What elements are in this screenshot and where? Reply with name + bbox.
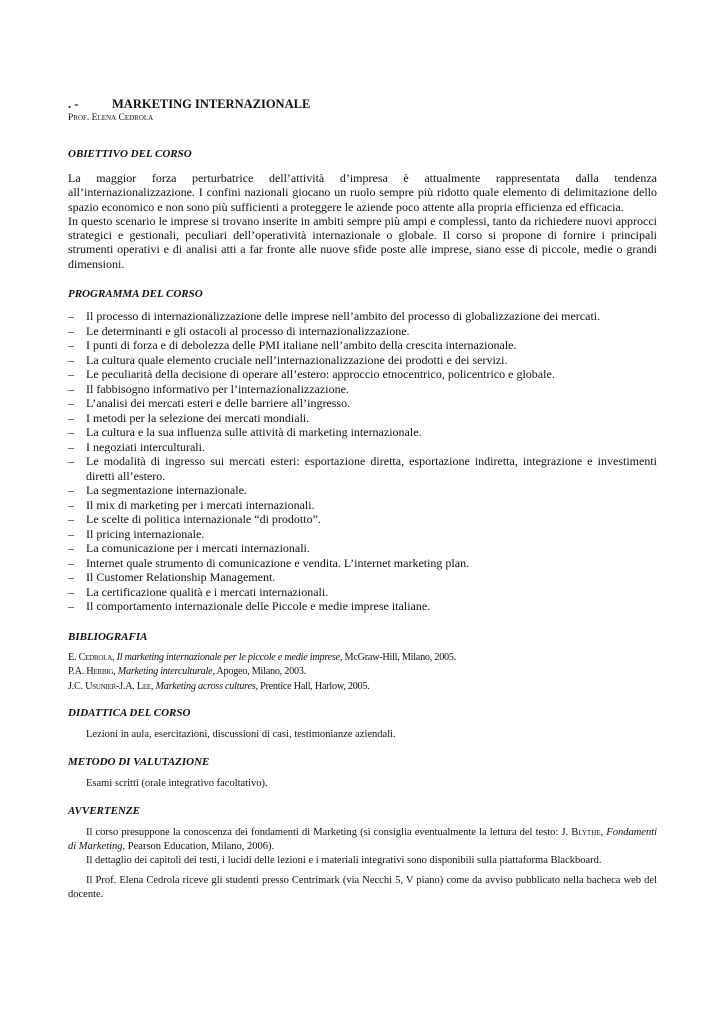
program-item <box>68 338 657 353</box>
notes-book-title: Fondamenti di Marketing, <box>68 826 658 852</box>
dash-bullet: – <box>68 425 74 440</box>
program-item-text: Il pricing internazionale. <box>86 526 205 541</box>
professor-name: Prof. Elena Cedrola <box>68 113 154 123</box>
program-item <box>68 585 657 600</box>
program-item-text: La comunicazione per i mercati internazionali. <box>86 541 310 556</box>
program-item <box>68 440 657 455</box>
course-title: MARKETING INTERNAZIONALE <box>112 97 311 111</box>
bib-publisher: Apogeo, Milano, 2003. <box>216 666 306 678</box>
program-item-text: La cultura quale elemento cruciale nell’internazionalizzazione dei prodotti e dei servizi. <box>86 352 508 367</box>
bib-title: Il marketing internazionale per le piccole e medie imprese, <box>116 651 343 663</box>
program-item-text: Le determinanti e gli ostacoli al processo di internazionalizzazione. <box>86 323 410 338</box>
program-item-text: La cultura e la sua influenza sulle attività di marketing internazionale. <box>86 425 422 440</box>
program-item <box>68 498 657 513</box>
dash-bullet: – <box>68 410 74 425</box>
bib-publisher: McGraw-Hill, Milano, 2005. <box>344 651 457 663</box>
program-item <box>68 411 657 426</box>
dash-bullet: – <box>68 454 74 469</box>
evaluation-text: Esami scritti (orale integrativo facoltativo). <box>86 777 268 789</box>
bib-author: P.A. Herbig, <box>68 666 116 678</box>
course-description <box>68 97 657 902</box>
dash-bullet: – <box>68 483 74 498</box>
dash-bullet: – <box>68 439 74 454</box>
program-item-text: L’analisi dei mercati esteri e delle barriere all’ingresso. <box>86 396 351 411</box>
course-number: . - <box>68 97 79 111</box>
program-heading: PROGRAMMA DEL CORSO <box>68 288 203 301</box>
program-item-text: La certificazione qualità e i mercati internazionali. <box>86 584 329 599</box>
bibliography-heading: BIBLIOGRAFIA <box>68 630 148 643</box>
objective-paragraph-1: La maggior forza perturbatrice dell’attività d’impresa è attualmente rappresentata dalla tendenza all’internazionalizzazione. I confini nazionali giocano un ruolo sempre più ridotto quale elemento di delimitazione dello spazio economico e non sono più sufficienti a proteggere le aziende poco attente alla propria efficienza ed efficacia. <box>68 171 657 214</box>
program-item-text: Il mix di marketing per i mercati internazionali. <box>86 497 315 512</box>
bib-title: Marketing across cultures, <box>155 681 258 693</box>
program-item <box>68 382 657 397</box>
program-item <box>68 527 657 542</box>
dash-bullet: – <box>68 367 74 382</box>
notes-paragraph-1: Il corso presuppone la conoscenza dei fondamenti di Marketing (si consiglia eventualmente la lettura del testo: J. Blythe, Fondamenti di Marketing, Pearson Education, Milano, 2006). <box>68 826 658 852</box>
dash-bullet: – <box>68 599 74 614</box>
program-item-text: Il fabbisogno informativo per l’internazionalizzazione. <box>86 381 349 396</box>
program-item <box>68 512 657 527</box>
course-heading <box>68 97 657 112</box>
objective-paragraph-2: In questo scenario le imprese si trovano inserite in ambiti sempre più ampi e complessi, tanto da richiedere nuovi approcci strategici e gestionali, peculiari dell’operatività internazionale o globale. Il corso si propone di fornire i principali strumenti operativi e di analisi atti a far fronte alle nuove sfide poste alle imprese, siano esse di piccole, medie o grandi dimensioni. <box>68 213 657 271</box>
bib-author: J.C. Usunier-J.A. Lee, <box>68 681 154 693</box>
program-item <box>68 324 657 339</box>
bibliography-entry <box>68 665 657 680</box>
notes-author: J. Blythe, <box>561 826 604 838</box>
program-item <box>68 367 657 382</box>
program-item-text: Il comportamento internazionale delle Piccole e medie imprese italiane. <box>86 599 431 614</box>
program-item <box>68 353 657 368</box>
bib-publisher: Prentice Hall, Harlow, 2005. <box>260 681 370 693</box>
bib-title: Marketing interculturale, <box>117 666 215 678</box>
program-item-text: Le scelte di politica internazionale “di prodotto”. <box>86 512 321 527</box>
program-item-text: La segmentazione internazionale. <box>86 483 247 498</box>
dash-bullet: – <box>68 541 74 556</box>
dash-bullet: – <box>68 584 74 599</box>
program-list <box>68 309 657 614</box>
program-item-text: I negoziati interculturali. <box>86 439 205 454</box>
bib-author: E. Cedrola, <box>68 651 115 663</box>
program-item-text: I metodi per la selezione dei mercati mondiali. <box>86 410 310 425</box>
teaching-heading: DIDATTICA DEL CORSO <box>68 706 191 719</box>
dash-bullet: – <box>68 512 74 527</box>
program-item-text: Internet quale strumento di comunicazione e vendita. L’internet marketing plan. <box>86 555 470 570</box>
dash-bullet: – <box>68 570 74 585</box>
dash-bullet: – <box>68 338 74 353</box>
program-item <box>68 396 657 411</box>
dash-bullet: – <box>68 497 74 512</box>
notes-paragraph-3: Il Prof. Elena Cedrola riceve gli studenti presso Centrimark (via Necchi 5, V piano) come da avviso pubblicato nella bacheca web del docente. <box>68 874 657 900</box>
dash-bullet: – <box>68 352 74 367</box>
bibliography-list <box>68 651 657 695</box>
bibliography-entry <box>68 651 657 666</box>
program-item <box>68 556 657 571</box>
notes-heading: AVVERTENZE <box>68 804 140 817</box>
program-item <box>68 570 657 585</box>
program-item <box>68 599 657 614</box>
program-item <box>68 425 657 440</box>
program-item <box>68 483 657 498</box>
notes-paragraph-2: Il dettaglio dei capitoli dei testi, i lucidi delle lezioni e i materiali integrativi sono disponibili sulla piattaforma Blackboard. <box>86 854 602 866</box>
program-item <box>68 309 657 324</box>
dash-bullet: – <box>68 381 74 396</box>
program-item-text: I punti di forza e di debolezza delle PMI italiane nell’ambito della crescita internazionale. <box>86 338 517 353</box>
bibliography-entry <box>68 680 657 695</box>
dash-bullet: – <box>68 555 74 570</box>
objective-heading: OBIETTIVO DEL CORSO <box>68 148 192 160</box>
evaluation-heading: METODO DI VALUTAZIONE <box>68 755 210 768</box>
program-item-text: Il processo di internazionalizzazione delle imprese nell’ambito del processo di globalizzazione dei mercati. <box>86 309 601 324</box>
program-item <box>68 454 657 483</box>
program-item-text: Le modalità di ingresso sui mercati esteri: esportazione diretta, esportazione indiretta, integrazione e investimenti diretti all’estero. <box>86 454 657 483</box>
program-item-text: Il Customer Relationship Management. <box>86 570 276 585</box>
program-item <box>68 541 657 556</box>
program-item-text: Le peculiarità della decisione di operare all’estero: approccio etnocentrico, policentrico e globale. <box>86 367 555 382</box>
dash-bullet: – <box>68 396 74 411</box>
dash-bullet: – <box>68 526 74 541</box>
dash-bullet: – <box>68 323 74 338</box>
teaching-text: Lezioni in aula, esercitazioni, discussioni di casi, testimonianze aziendali. <box>86 728 396 740</box>
dash-bullet: – <box>68 309 74 324</box>
